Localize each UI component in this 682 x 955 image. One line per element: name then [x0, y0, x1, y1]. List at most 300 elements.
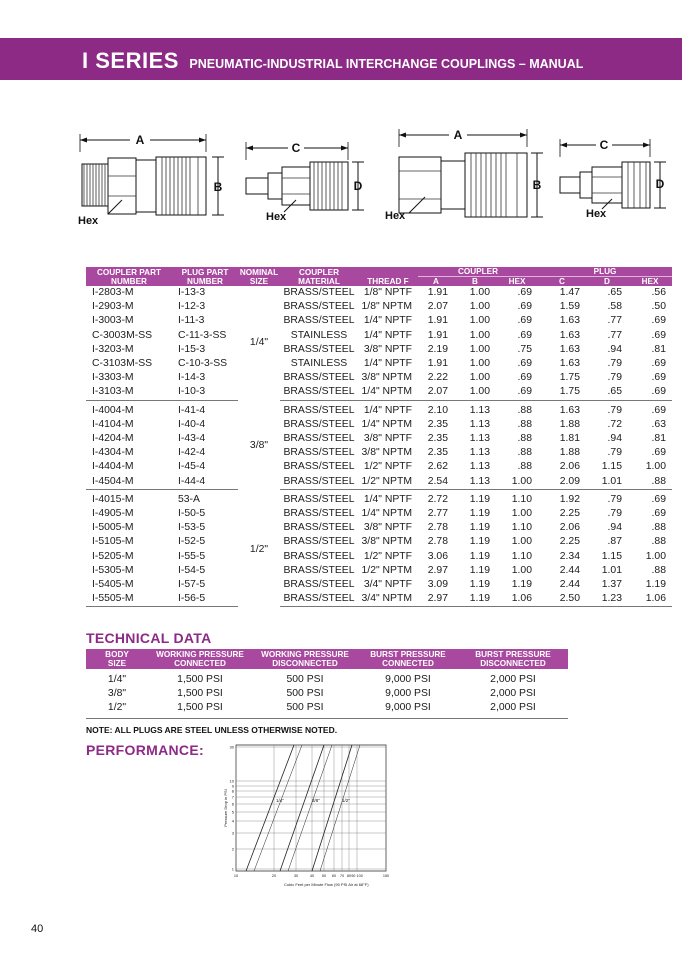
table-cell: 1.19 [469, 550, 490, 562]
table-cell: 1/4" NPTM [361, 418, 412, 430]
table-cell: 1.13 [454, 475, 496, 490]
performance-graph [224, 740, 399, 893]
table-cell: .75 [517, 343, 532, 355]
table-cell: 1.00 [511, 536, 532, 548]
table-cell: 2.34 [559, 550, 580, 562]
table-row [86, 687, 568, 701]
table-cell: 1.01 [586, 475, 628, 490]
table-cell: I-5305-M [92, 564, 134, 576]
nominal-size-cell: 3/8" [249, 440, 269, 452]
table-row [86, 371, 672, 385]
table-cell: 2.22 [427, 372, 448, 384]
table-row [86, 701, 568, 718]
table-cell: I-53-5 [178, 522, 206, 534]
graph-x-tick: 50 [321, 874, 327, 878]
table-cell: 1/2" NPTF [363, 461, 412, 473]
table-cell: .69 [651, 372, 666, 384]
table-cell: 2.06 [559, 461, 580, 473]
col-a: A [418, 277, 454, 287]
graph-x-tick: 10 [233, 874, 239, 878]
table-cell: 1.00 [469, 315, 490, 327]
table-cell: .81 [651, 433, 666, 445]
series-name: I SERIES [82, 48, 179, 73]
coupler-female-diagram [385, 125, 560, 225]
table-cell: .50 [651, 301, 666, 313]
table-cell: I-4504-M [86, 475, 172, 490]
hex-label: Hex [78, 215, 99, 227]
table-row [86, 314, 672, 328]
technical-data-table [86, 649, 568, 719]
table-cell: I-14-3 [178, 372, 206, 384]
table-cell: 2.78 [427, 522, 448, 534]
table-cell: 1/2" NPTF [363, 550, 412, 562]
table-cell: I-15-3 [178, 343, 206, 355]
table-cell: 1.00 [645, 461, 666, 473]
table-cell: .79 [607, 508, 622, 520]
table-cell: .79 [607, 404, 622, 416]
table-row [86, 385, 672, 400]
table-cell: 2.09 [538, 475, 586, 490]
table-cell: 1.19 [454, 592, 496, 607]
table-cell: .79 [607, 372, 622, 384]
table-cell: .88 [651, 522, 666, 534]
table-cell: I-3003-M [92, 315, 134, 327]
graph-xlabel: Cubic Feet per Minute Flow (90 PSI Air at 68°F) [284, 882, 369, 887]
col-nominal-size: NOMINAL SIZE [239, 267, 279, 286]
table-cell: 2,000 PSI [490, 674, 536, 685]
table-cell: I-4015-M [92, 493, 134, 505]
table-cell: I-10-3 [172, 385, 238, 400]
table-cell: 1,500 PSI [148, 701, 252, 718]
table-cell: 1/4" NPTM [358, 385, 418, 400]
table-cell: I-52-5 [178, 536, 206, 548]
nominal-size-cell: 1/2" [249, 543, 269, 555]
spec-table-body [86, 286, 672, 607]
table-cell: BRASS/STEEL [280, 385, 358, 400]
table-cell: BRASS/STEEL [283, 433, 355, 445]
table-cell: .72 [607, 418, 622, 430]
table-cell: 2.62 [427, 461, 448, 473]
table-cell: 3.06 [427, 550, 448, 562]
table-cell: 1.10 [511, 493, 532, 505]
table-cell: 1.00 [511, 564, 532, 576]
col-plug-hex: HEX [628, 277, 672, 287]
coupler-male-diagram [78, 130, 238, 225]
table-cell: 1.00 [469, 287, 490, 298]
graph-y-tick: 9 [231, 783, 234, 789]
table-row [86, 669, 568, 687]
table-cell: .56 [651, 287, 666, 298]
table-row [86, 446, 672, 460]
col-d: D [586, 277, 628, 287]
table-row [86, 329, 672, 343]
hex-label: Hex [586, 208, 607, 220]
table-cell: .88 [651, 564, 666, 576]
table-cell: .94 [607, 433, 622, 445]
table-cell: I-41-4 [178, 404, 206, 416]
table-cell: .69 [628, 385, 672, 400]
table-cell: .79 [607, 358, 622, 370]
table-cell: I-4004-M [92, 404, 134, 416]
table-row [86, 286, 672, 300]
table-cell: 1.00 [469, 301, 490, 313]
table-cell: 2.72 [427, 493, 448, 505]
table-cell: 1/4" NPTF [363, 404, 412, 416]
table-cell: I-3103-M [86, 385, 172, 400]
col-thread: THREAD F [358, 267, 418, 286]
table-cell: 2.54 [418, 475, 454, 490]
table-cell: I-4204-M [92, 433, 134, 445]
graph-y-tick: 1 [231, 866, 234, 872]
col-b: B [454, 277, 496, 287]
graph-y-tick: 10 [229, 778, 234, 784]
table-cell: 1.00 [469, 329, 490, 341]
table-cell: .87 [607, 536, 622, 548]
table-cell: I-3303-M [92, 372, 134, 384]
graph-x-tick: 150 [382, 874, 390, 878]
table-cell: 1.91 [427, 287, 448, 298]
table-cell: 1.19 [469, 579, 490, 591]
table-cell: 1,500 PSI [177, 674, 223, 685]
table-cell: 2.35 [427, 447, 448, 459]
tech-col-header: BURST PRESSURE CONNECTED [358, 649, 458, 669]
table-cell: 3/8" NPTM [361, 447, 412, 459]
table-cell: I-2903-M [92, 301, 134, 313]
table-cell: .88 [517, 433, 532, 445]
graph-x-tick: 40 [309, 874, 315, 878]
table-cell: BRASS/STEEL [283, 508, 355, 520]
table-cell: .94 [607, 343, 622, 355]
tech-col-header: BURST PRESSURE DISCONNECTED [458, 649, 568, 669]
table-cell: .69 [517, 329, 532, 341]
table-cell: 1.63 [559, 404, 580, 416]
table-cell: 1/4" NPTF [363, 329, 412, 341]
table-cell: I-4104-M [92, 418, 134, 430]
table-cell: BRASS/STEEL [283, 564, 355, 576]
graph-x-tick: 60 [331, 874, 337, 878]
table-cell: .69 [517, 301, 532, 313]
table-cell: 1.63 [559, 315, 580, 327]
table-row [86, 432, 672, 446]
table-cell: I-45-4 [178, 461, 206, 473]
table-cell: 1.13 [469, 433, 490, 445]
graph-x-tick: 20 [271, 874, 277, 878]
table-cell: I-3203-M [92, 343, 134, 355]
table-cell: I-57-5 [178, 579, 206, 591]
graph-curve-label: 1/4" [276, 798, 284, 803]
table-cell: 1.01 [601, 564, 622, 576]
table-cell: 1.88 [559, 418, 580, 430]
table-cell: .69 [517, 372, 532, 384]
table-cell: BRASS/STEEL [283, 287, 355, 298]
coupling-spec-table [86, 267, 672, 607]
table-cell: C-3003M-SS [92, 329, 153, 341]
table-cell: 2.25 [559, 508, 580, 520]
table-cell: 1,500 PSI [177, 688, 223, 700]
table-cell: 3/8" NPTM [361, 536, 412, 548]
table-cell: BRASS/STEEL [283, 493, 355, 505]
table-cell: I-13-3 [178, 287, 206, 298]
table-cell: BRASS/STEEL [283, 522, 355, 534]
col-plug-part: PLUG PART NUMBER [172, 267, 238, 286]
table-cell: .88 [517, 404, 532, 416]
technical-data-title: TECHNICAL DATA [86, 630, 212, 646]
table-cell: 1.37 [601, 579, 622, 591]
table-cell: 53-A [178, 493, 200, 505]
table-cell: 2.97 [418, 592, 454, 607]
table-cell: 500 PSI [252, 701, 358, 718]
table-cell: 1/8" NPTM [361, 301, 412, 313]
table-cell: 1.19 [469, 564, 490, 576]
table-cell: 1.19 [469, 522, 490, 534]
table-cell: .69 [517, 358, 532, 370]
col-coupler-hex: HEX [496, 277, 538, 287]
table-cell: 1.63 [559, 358, 580, 370]
tech-col-header: WORKING PRESSURE DISCONNECTED [252, 649, 358, 669]
table-cell: .81 [651, 343, 666, 355]
graph-y-tick: 4 [231, 818, 234, 824]
table-row [86, 418, 672, 432]
table-cell: .69 [651, 508, 666, 520]
table-cell: BRASS/STEEL [283, 404, 355, 416]
table-cell: 2.44 [559, 564, 580, 576]
table-cell: 1.92 [559, 493, 580, 505]
table-cell: 9,000 PSI [358, 701, 458, 718]
table-cell: BRASS/STEEL [280, 475, 358, 490]
table-cell: BRASS/STEEL [283, 447, 355, 459]
table-cell: 2.77 [427, 508, 448, 520]
table-cell: 9,000 PSI [385, 688, 431, 700]
table-cell: 2.35 [427, 418, 448, 430]
table-cell: .88 [651, 536, 666, 548]
table-cell: 1/2" NPTM [358, 475, 418, 490]
table-cell: 1.06 [628, 592, 672, 607]
table-cell: I-11-3 [178, 315, 205, 327]
graph-curve-label: 1/2" [342, 798, 350, 803]
table-cell: .69 [517, 287, 532, 298]
page-number: 40 [31, 923, 44, 935]
graph-y-tick: 7 [231, 794, 234, 800]
plug-female-diagram [244, 140, 374, 225]
table-cell: BRASS/STEEL [283, 372, 355, 384]
table-cell: .77 [607, 315, 622, 327]
dimension-a-label: A [453, 128, 463, 142]
table-cell: 2.44 [559, 579, 580, 591]
table-cell: 1.75 [538, 385, 586, 400]
table-cell: 3.09 [427, 579, 448, 591]
hex-label: Hex [266, 211, 287, 223]
table-cell: 1.13 [469, 418, 490, 430]
graph-curve-label: 3/8" [312, 798, 320, 803]
table-cell: I-5105-M [92, 536, 134, 548]
table-row [86, 564, 672, 578]
table-cell: I-4404-M [92, 461, 134, 473]
page-title [82, 48, 583, 74]
table-cell: 2,000 PSI [458, 701, 568, 718]
table-cell: 3/4" NPTF [363, 579, 412, 591]
table-cell: I-42-4 [178, 447, 206, 459]
table-cell: 3/4" NPTM [358, 592, 418, 607]
table-cell: C-3103M-SS [92, 358, 153, 370]
table-cell: I-5505-M [86, 592, 172, 607]
table-cell: 1.00 [469, 343, 490, 355]
table-row [86, 300, 672, 314]
table-cell: 3/8" [107, 688, 127, 700]
col-group-coupler: COUPLER [418, 267, 538, 277]
table-cell: I-40-4 [178, 418, 206, 430]
table-cell: 2,000 PSI [490, 688, 536, 700]
table-cell: 3/8" NPTF [363, 522, 412, 534]
table-cell: 1/4" NPTF [363, 493, 412, 505]
table-cell: I-12-3 [178, 301, 206, 313]
table-cell: .88 [517, 461, 532, 473]
table-cell: .88 [517, 447, 532, 459]
table-cell: .69 [651, 404, 666, 416]
table-cell: I-44-4 [172, 475, 238, 490]
table-cell: 2.07 [418, 385, 454, 400]
table-cell: .65 [586, 385, 628, 400]
table-cell: 1.63 [559, 329, 580, 341]
table-cell: .58 [607, 301, 622, 313]
table-cell: I-55-5 [178, 550, 206, 562]
table-cell: STAINLESS [290, 358, 348, 370]
table-cell: 1.19 [469, 508, 490, 520]
graph-x-tick: 30 [293, 874, 299, 878]
performance-title: PERFORMANCE: [86, 742, 204, 758]
table-cell: 2.50 [538, 592, 586, 607]
table-cell: 1.00 [496, 475, 538, 490]
table-cell: 1.23 [586, 592, 628, 607]
table-cell: 1.19 [511, 579, 532, 591]
table-cell: 1.47 [559, 287, 580, 298]
table-cell: 1/4" NPTF [363, 315, 412, 327]
table-cell: .65 [607, 287, 622, 298]
table-cell: 1.91 [427, 358, 448, 370]
table-cell: 9,000 PSI [385, 674, 431, 685]
graph-y-tick: 8 [231, 788, 234, 794]
table-cell: 1.13 [469, 447, 490, 459]
table-row [86, 507, 672, 521]
table-cell: 1/4" NPTM [361, 508, 412, 520]
table-cell: I-54-5 [178, 564, 206, 576]
table-cell: .69 [651, 447, 666, 459]
table-cell: 1.00 [469, 372, 490, 384]
tech-col-header: BODY SIZE [86, 649, 148, 669]
table-cell: .69 [651, 315, 666, 327]
table-cell: I-2803-M [92, 287, 134, 298]
table-cell: 2.06 [559, 522, 580, 534]
graph-x-tick: 80 [346, 874, 352, 878]
dimension-b-label: B [532, 178, 542, 192]
nominal-size-cell: 1/4" [249, 336, 269, 348]
table-cell: .69 [496, 385, 538, 400]
dimension-c-label: C [291, 141, 301, 155]
table-cell: I-50-5 [178, 508, 206, 520]
table-row [86, 578, 672, 592]
graph-y-tick: 5 [231, 809, 234, 815]
table-cell: .88 [628, 475, 672, 490]
table-cell: I-4905-M [92, 508, 134, 520]
series-subtitle: PNEUMATIC-INDUSTRIAL INTERCHANGE COUPLINGS – MANUAL [189, 57, 584, 71]
col-coupler-material: COUPLER MATERIAL [280, 267, 358, 286]
table-cell: 1.00 [645, 550, 666, 562]
table-cell: 1.13 [469, 461, 490, 473]
col-coupler-part: COUPLER PART NUMBER [86, 267, 172, 286]
table-cell: BRASS/STEEL [280, 592, 358, 607]
table-cell: I-5405-M [92, 579, 134, 591]
table-cell: 1.00 [511, 508, 532, 520]
table-cell: 1.19 [469, 493, 490, 505]
table-cell: 1.75 [559, 372, 580, 384]
table-row [86, 460, 672, 474]
table-row [86, 357, 672, 371]
table-cell: .88 [517, 418, 532, 430]
table-cell: .69 [651, 493, 666, 505]
table-cell: BRASS/STEEL [283, 343, 355, 355]
dimension-b-label: B [213, 180, 223, 194]
table-cell: 1.59 [559, 301, 580, 313]
table-cell: .69 [517, 315, 532, 327]
table-row [86, 550, 672, 564]
tech-col-header: WORKING PRESSURE CONNECTED [148, 649, 252, 669]
table-cell: 2.10 [427, 404, 448, 416]
dimension-c-label: C [599, 138, 609, 152]
graph-ylabel: Pressure Drop in PSI [223, 789, 228, 827]
table-cell: 2.35 [427, 433, 448, 445]
table-cell: 1.15 [601, 461, 622, 473]
table-cell: 1/2" NPTM [361, 564, 412, 576]
table-row [86, 521, 672, 535]
table-cell: 2.97 [427, 564, 448, 576]
table-cell: .77 [607, 329, 622, 341]
table-cell: STAINLESS [290, 329, 348, 341]
dimension-d-label: D [353, 179, 363, 193]
table-cell: 1.81 [559, 433, 580, 445]
table-cell: 1.13 [469, 404, 490, 416]
dimension-d-label: D [655, 177, 665, 191]
dimension-a-label: A [135, 133, 145, 147]
plugs-note: NOTE: ALL PLUGS ARE STEEL UNLESS OTHERWISE NOTED. [86, 725, 338, 735]
graph-x-tick: 70 [339, 874, 345, 878]
table-cell: 2.19 [427, 343, 448, 355]
table-cell: 1.91 [427, 329, 448, 341]
table-cell: BRASS/STEEL [283, 301, 355, 313]
table-cell: BRASS/STEEL [283, 536, 355, 548]
table-cell: 3/8" NPTF [363, 433, 412, 445]
table-cell: .94 [607, 522, 622, 534]
table-cell: 500 PSI [286, 688, 324, 700]
table-cell: 1.63 [559, 343, 580, 355]
graph-x-tick: 90 100 [351, 874, 363, 878]
table-cell: 1/2" [86, 701, 148, 718]
table-cell: I-43-4 [178, 433, 206, 445]
graph-y-tick: 2 [231, 846, 234, 852]
table-cell: BRASS/STEEL [283, 461, 355, 473]
table-cell: .69 [651, 358, 666, 370]
table-cell: 1.91 [427, 315, 448, 327]
table-cell: 1.88 [559, 447, 580, 459]
graph-y-tick: 30 [229, 744, 234, 750]
table-cell: 1/8" NPTF [363, 287, 412, 298]
table-row [86, 489, 672, 507]
table-cell: 1.10 [511, 522, 532, 534]
table-cell: .79 [607, 447, 622, 459]
table-cell: 1.15 [601, 550, 622, 562]
table-row [86, 535, 672, 549]
table-cell: 1/4" NPTF [363, 358, 412, 370]
table-cell: BRASS/STEEL [283, 579, 355, 591]
table-row [86, 475, 672, 490]
